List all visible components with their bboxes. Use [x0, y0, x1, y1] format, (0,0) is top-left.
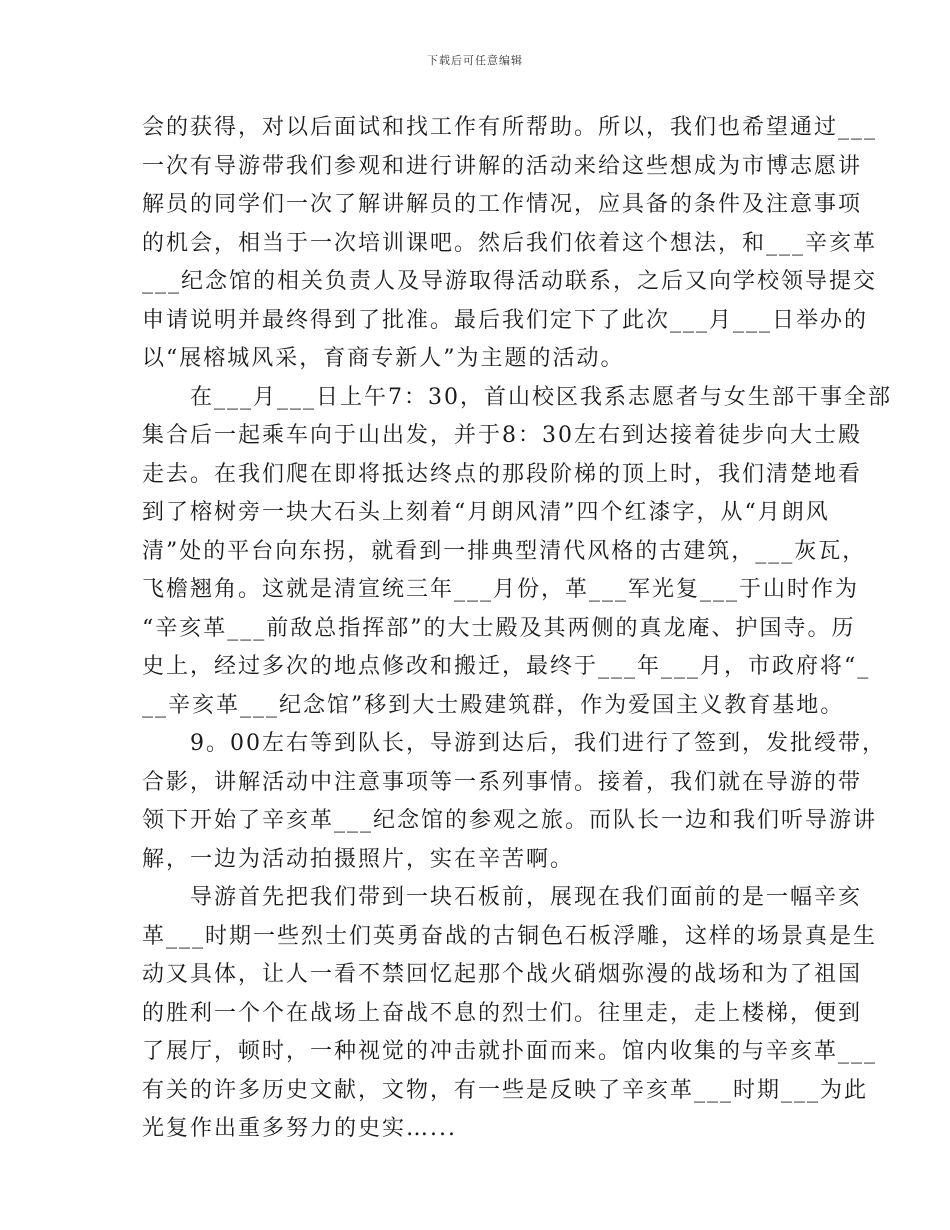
text-line: 在___月___日上午7：30，首山校区我系志愿者与女生部干事全部 — [142, 384, 892, 410]
text-line: 以“展榕城风采，育商专新人”为主题的活动。 — [142, 346, 625, 371]
text-line: 合影，讲解活动中注意事项等一系列事情。接着，我们就在导游的带 — [142, 769, 863, 795]
document-body — [142, 109, 892, 1149]
text-line: 集合后一起乘车向于山出发，并于8：30左右到达接着徒步向大士殿 — [142, 423, 862, 448]
text-line: 有关的许多历史文献，文物，有一些是反映了辛亥革___时期___为此 — [142, 1077, 869, 1103]
text-line: 动又具体，让人一看不禁回忆起那个战火硝烟弥漫的战场和为了祖国 — [142, 962, 863, 987]
text-line: 解员的同学们一次了解讲解员的工作情况，应具备的条件及注意事项 — [142, 192, 863, 217]
text-line: 的胜利一个个在战场上奋战不息的烈士们。往里走，走上楼梯，便到 — [142, 1000, 863, 1026]
text-line: “辛亥革___前敌总指挥部”的大士殿及其两侧的真龙庵、护国寺。历 — [142, 615, 856, 641]
text-line: 会的获得，对以后面试和找工作有所帮助。所以，我们也希望通过___ — [142, 115, 878, 140]
text-line: 的机会，相当于一次培训课吧。然后我们依着这个想法，和___辛亥革 — [142, 230, 878, 256]
text-line: 申请说明并最终得到了批准。最后我们定下了此次___月___日举办的 — [142, 307, 869, 333]
text-line: 了展厅，顿时，一种视觉的冲击就扑面而来。馆内收集的与辛亥革___ — [142, 1039, 878, 1064]
text-line: 革___时期一些烈士们英勇奋战的古铜色石板浮雕，这样的场景真是生 — [142, 923, 878, 949]
text-line: 史上，经过多次的地点修改和搬迁，最终于___年___月，市政府将“_ — [142, 654, 871, 679]
text-line: 飞檐翘角。这就是清宣统三年___月份，革___军光复___于山时作为 — [142, 577, 860, 602]
text-line: 导游首先把我们带到一块石板前，展现在我们面前的是一幅辛亥 — [142, 885, 863, 910]
text-line: 清”处的平台向东拐，就看到一排典型清代风格的古建筑，___灰瓦， — [142, 538, 867, 564]
text-line: 领下开始了辛亥革___纪念馆的参观之旅。而队长一边和我们听导游讲 — [142, 808, 878, 833]
text-line: 一次有导游带我们参观和进行讲解的活动来给这些想成为市博志愿讲 — [142, 153, 863, 179]
text-line: __辛亥革___纪念馆”移到大士殿建筑群，作为爱国主义教育基地。 — [142, 692, 845, 718]
page-header: 下载后可任意编辑 — [427, 54, 523, 67]
text-line: ___纪念馆的相关负责人及导游取得活动联系，之后又向学校领导提交 — [142, 269, 878, 294]
text-line: 走去。在我们爬在即将抵达终点的那段阶梯的顶上时，我们清楚地看 — [142, 461, 863, 487]
text-line: 光复作出重多努力的史实…... — [142, 1116, 457, 1141]
text-line: 9。00左右等到队长，导游到达后，我们进行了签到，发批绶带， — [142, 731, 886, 756]
text-line: 解，一边为活动拍摄照片，实在辛苦啊。 — [142, 846, 575, 872]
text-line: 到了榕树旁一块大石头上刻着“月朗风清”四个红漆字，从“月朗风 — [142, 500, 830, 525]
